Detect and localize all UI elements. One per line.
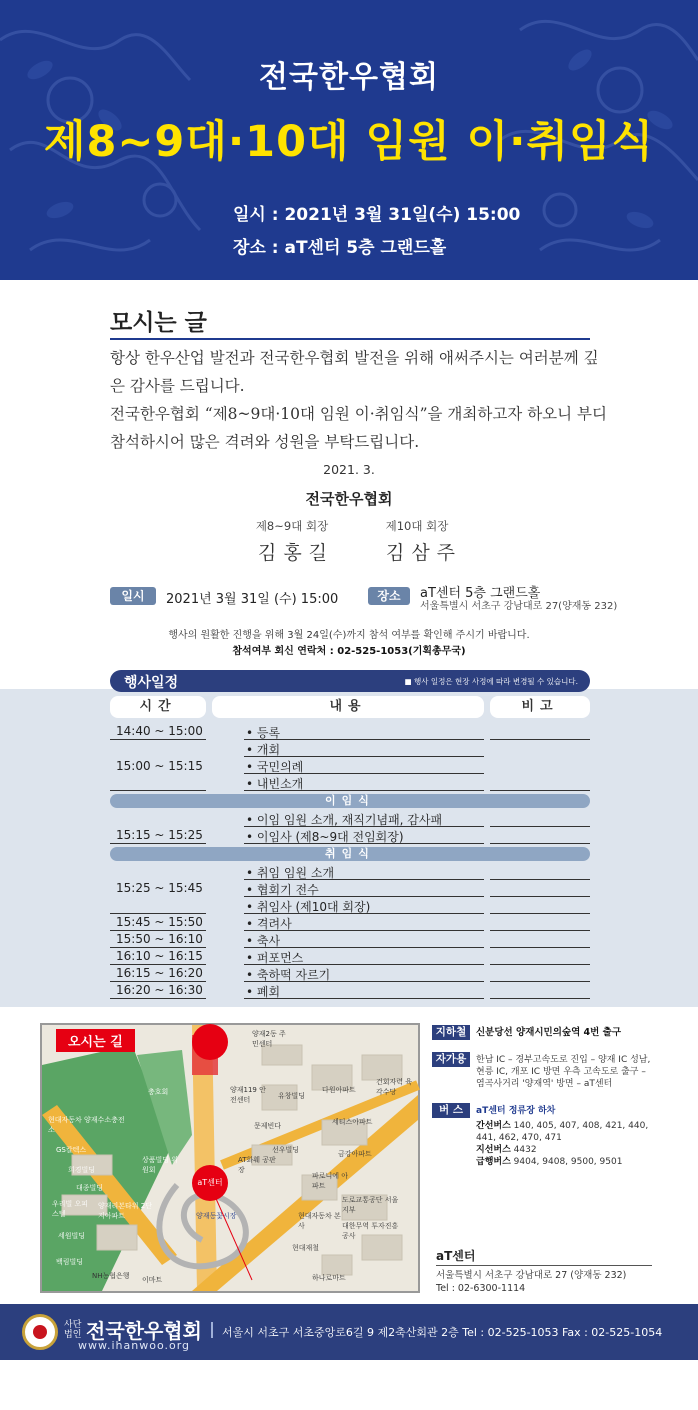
map-place: 양재동꽃시장 bbox=[196, 1212, 237, 1220]
time-cell: 16:10 ~ 16:15 bbox=[116, 949, 203, 963]
map-place: 현대자동차 본사 bbox=[298, 1212, 341, 1230]
car-text-1: 한남 IC – 경부고속도로 진입 – 양재 IC 성남, bbox=[476, 1055, 651, 1065]
item-cell: • 개회 bbox=[246, 743, 281, 757]
time-cell: 16:20 ~ 16:30 bbox=[116, 983, 203, 997]
header-place: 장소 : aT센터 5층 그랜드홀 bbox=[233, 238, 447, 258]
map-place: 파로니에 아파트 bbox=[312, 1172, 349, 1190]
invitation-paragraph-2: 전국한우협회 “제8~9대·10대 임원 이·취임식”을 개최하고자 하오니 부디 참석하시어 많은 격려와 성원을 부탁드립니다. bbox=[110, 405, 607, 451]
row-line bbox=[490, 930, 590, 931]
row-line bbox=[110, 947, 206, 948]
event-place-address: 서울특별시 서초구 강남대로 27(양재동 232) bbox=[420, 601, 618, 612]
place-label-badge: 장소 bbox=[368, 587, 410, 605]
row-line bbox=[490, 739, 590, 740]
map-place: 선우빌딩 bbox=[272, 1146, 300, 1154]
time-cell: 15:25 ~ 15:45 bbox=[116, 881, 203, 895]
map-place: 건회자력 육각수당 bbox=[376, 1078, 413, 1096]
map-place: 백림빌딩 bbox=[56, 1258, 84, 1266]
row-line bbox=[490, 947, 590, 948]
logo-emblem bbox=[33, 1325, 47, 1339]
invitation-org: 전국한우협회 bbox=[305, 490, 393, 508]
map-place: 우리빌 오피스텔 bbox=[52, 1200, 89, 1218]
header-banner bbox=[0, 0, 698, 280]
bus-trunk-numbers-2: 441, 462, 470, 471 bbox=[476, 1133, 562, 1143]
bus-express-numbers: 9404, 9408, 9500, 9501 bbox=[510, 1157, 623, 1167]
row-line bbox=[110, 998, 206, 999]
item-cell: • 축하떡 자르기 bbox=[246, 968, 331, 982]
footer-separator bbox=[211, 1322, 213, 1338]
map-place: 상품빌딩 위원회 bbox=[142, 1156, 179, 1174]
item-cell: • 이임 임원 소개, 재직기념패, 감사패 bbox=[246, 813, 443, 827]
bus-line-branch bbox=[476, 1144, 537, 1156]
item-cell: • 등록 bbox=[246, 726, 281, 740]
section-inauguration: 취임식 bbox=[110, 847, 590, 861]
time-cell: 15:50 ~ 16:10 bbox=[116, 932, 203, 946]
item-cell: • 국민의례 bbox=[246, 760, 304, 774]
rsvp-notice: 행사의 원활한 진행을 위해 3월 24일(수)까지 참석 여부를 확인해 주시기 바랍니다. bbox=[168, 630, 530, 641]
row-line bbox=[490, 826, 590, 827]
event-date-value: 2021년 3월 31일 (수) 15:00 bbox=[166, 592, 339, 607]
time-cell: 15:15 ~ 15:25 bbox=[116, 828, 203, 842]
car-text-3: 염곡사거리 '양재역' 방면 – aT센터 bbox=[476, 1079, 613, 1089]
map-place: NH농협은행 bbox=[92, 1272, 130, 1280]
time-cell: 14:40 ~ 15:00 bbox=[116, 724, 203, 738]
map-place: 양재리본타워 2단지아파트 bbox=[98, 1202, 153, 1220]
row-line bbox=[490, 843, 590, 844]
item-cell: • 격려사 bbox=[246, 917, 292, 931]
section-retirement: 이임식 bbox=[110, 794, 590, 808]
map-place: 대종빌딩 bbox=[76, 1184, 104, 1192]
bus-express-label: 급행버스 bbox=[476, 1157, 511, 1167]
bus-branch-numbers: 4432 bbox=[510, 1145, 537, 1155]
at-center-name: aT센터 bbox=[436, 1249, 476, 1263]
map-place: 금강아파트 bbox=[338, 1150, 372, 1158]
row-line bbox=[490, 879, 590, 880]
date-label-badge: 일시 bbox=[110, 587, 156, 605]
map-place: AT화훼 공판장 bbox=[238, 1156, 276, 1174]
bus-branch-label: 지선버스 bbox=[476, 1145, 511, 1155]
map-place: GS칼텍스 bbox=[56, 1146, 87, 1154]
map-title: 오시는 길 bbox=[56, 1029, 135, 1052]
map-place: 현대자동차 양재수소충전소 bbox=[48, 1116, 125, 1134]
row-line bbox=[490, 981, 590, 982]
header-title-org: 전국한우협회 bbox=[259, 60, 439, 95]
subway-label: 지하철 bbox=[432, 1025, 470, 1040]
map-place: 충호회 bbox=[148, 1088, 169, 1096]
bus-trunk-label: 간선버스 bbox=[476, 1121, 511, 1131]
hanwoo-logo-icon bbox=[22, 1314, 58, 1350]
map-place: 양재119 안전센터 bbox=[230, 1086, 266, 1104]
row-line bbox=[490, 964, 590, 965]
row-line bbox=[490, 913, 590, 914]
footer-org-type: 사단법인 bbox=[64, 1320, 82, 1340]
map-place: 문제빈다 bbox=[254, 1122, 282, 1130]
schedule-title: 행사일정 bbox=[124, 675, 179, 691]
schedule-title-bar bbox=[110, 670, 590, 692]
invitation-paragraph-1: 항상 한우산업 발전과 전국한우협회 발전을 위해 애써주시는 여러분께 깊은 감사를 드립니다. bbox=[110, 349, 599, 395]
map-place: 이마트 bbox=[142, 1276, 163, 1284]
map-place: 도로교통공단 서울지부 bbox=[342, 1196, 399, 1214]
column-header-note: 비고 bbox=[490, 696, 590, 718]
map-place: 유창빌딩 bbox=[278, 1092, 306, 1100]
bus-line-express bbox=[476, 1156, 622, 1168]
president-b-name: 김삼주 bbox=[385, 542, 463, 564]
at-center-address: 서울특별시 서초구 강남대로 27 (양재동 232) bbox=[436, 1270, 627, 1281]
row-line bbox=[110, 981, 206, 982]
time-cell: 15:45 ~ 15:50 bbox=[116, 915, 203, 929]
footer bbox=[0, 1304, 698, 1360]
map-place: 희경빌딩 bbox=[68, 1166, 96, 1174]
bus-text: aT센터 정류장 하차 bbox=[476, 1106, 556, 1116]
at-center-label: aT센터 bbox=[194, 1400, 220, 1409]
row-line bbox=[490, 998, 590, 999]
row-line bbox=[490, 790, 590, 791]
invitation-divider bbox=[110, 338, 590, 340]
time-cell: 16:15 ~ 16:20 bbox=[116, 966, 203, 980]
bus-line-trunk bbox=[476, 1120, 648, 1132]
footer-website-link[interactable]: www.ihanwoo.org bbox=[78, 1339, 191, 1352]
schedule-note: ■ 행사 일정은 현장 사정에 따라 변경될 수 있습니다. bbox=[404, 677, 578, 686]
bus-trunk-numbers: 140, 405, 407, 408, 421, 440, bbox=[510, 1121, 649, 1131]
row-line bbox=[110, 843, 206, 844]
at-center-divider bbox=[436, 1265, 652, 1266]
item-cell: • 축사 bbox=[246, 934, 281, 948]
item-cell: • 내빈소개 bbox=[246, 777, 304, 791]
map-place: 양재2동 주민센터 bbox=[252, 1030, 286, 1048]
map-place: 세원빌딩 bbox=[58, 1232, 86, 1240]
invitation-date: 2021. 3. bbox=[323, 462, 375, 477]
subway-text: 신분당선 양재시민의숲역 4번 출구 bbox=[476, 1027, 622, 1038]
time-cell: 15:00 ~ 15:15 bbox=[116, 759, 203, 773]
footer-org-name: 전국한우협회 bbox=[86, 1319, 202, 1343]
row-line bbox=[110, 739, 206, 740]
row-line bbox=[490, 896, 590, 897]
map-place: 현대재철 bbox=[292, 1244, 320, 1252]
at-center-marker-circle[interactable] bbox=[192, 1024, 228, 1060]
car-text-2: 현릉 IC, 개포 IC 방면 우측 고속도로 출구 – bbox=[476, 1067, 646, 1077]
president-a-title: 제8~9대 회장 bbox=[255, 519, 329, 533]
column-header-time: 시간 bbox=[110, 696, 206, 718]
item-cell: • 이임사 (제8~9대 전임회장) bbox=[246, 830, 404, 844]
column-header-content: 내용 bbox=[212, 696, 484, 718]
row-line bbox=[110, 790, 206, 791]
at-center-badge[interactable]: aT센터 bbox=[192, 1165, 228, 1201]
rsvp-contact: 참석여부 회신 연락처 : 02-525-1053(기획총무국) bbox=[232, 646, 466, 657]
map-place: 하나로마트 bbox=[312, 1274, 346, 1282]
map-place: 세티스아파트 bbox=[332, 1118, 373, 1126]
row-line bbox=[110, 930, 206, 931]
car-label: 자가용 bbox=[432, 1052, 470, 1067]
bus-label: 버 스 bbox=[432, 1103, 470, 1118]
president-b-title: 제10대 회장 bbox=[385, 519, 449, 533]
row-line bbox=[110, 964, 206, 965]
item-cell: • 취임 임원 소개 bbox=[246, 866, 335, 880]
item-cell: • 폐회 bbox=[246, 985, 281, 999]
header-title-event: 제8~9대·10대 임원 이·취임식 bbox=[43, 117, 655, 167]
item-cell: • 취임사 (제10대 회장) bbox=[246, 900, 371, 914]
at-center-tel: Tel : 02-6300-1114 bbox=[436, 1283, 526, 1294]
header-date: 일시 : 2021년 3월 31일(수) 15:00 bbox=[233, 205, 521, 225]
president-a-name: 김홍길 bbox=[257, 542, 335, 564]
item-cell: • 협회기 전수 bbox=[246, 883, 319, 897]
invitation-title: 모시는 글 bbox=[110, 310, 207, 336]
footer-address: 서울시 서초구 서초중앙로6길 9 제2축산회관 2층 Tel : 02-525-1053 Fax : 02-525-1054 bbox=[222, 1326, 663, 1339]
map-place: 대한무역 투자진흥공사 bbox=[342, 1222, 399, 1240]
row-line bbox=[110, 913, 206, 914]
map-place: 다원아파트 bbox=[322, 1086, 356, 1094]
item-cell: • 퍼포먼스 bbox=[246, 951, 304, 965]
event-place-value: aT센터 5층 그랜드홀 bbox=[420, 586, 541, 601]
